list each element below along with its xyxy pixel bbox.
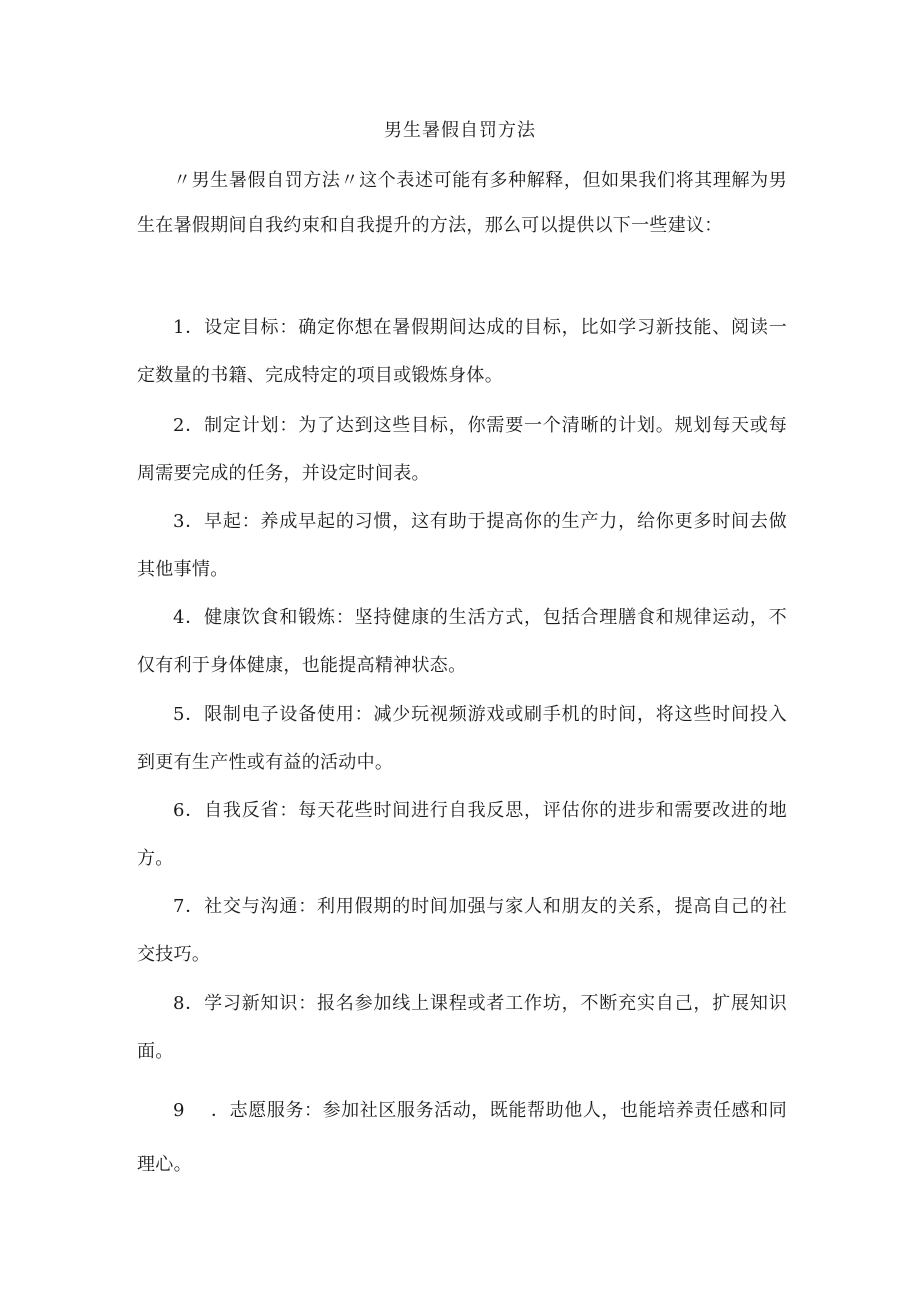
item-number: 1． (173, 317, 205, 338)
item-number: 7． (173, 896, 205, 917)
item-text: 学习新知识：报名参加线上课程或者工作坊，不断充实自己，扩展知识面。 (137, 993, 787, 1062)
intro-paragraph: 〃男生暑假自罚方法〃这个表述可能有多种解释，但如果我们将其理解为男生在暑假期间自我约束和自我提升的方法，那么可以提供以下一些建议： (137, 170, 787, 236)
item-number: 3． (173, 511, 205, 532)
list-item (137, 980, 787, 1076)
list-item (137, 498, 787, 594)
list-item (137, 402, 787, 498)
item-text: 制定计划：为了达到这些目标，你需要一个清晰的计划。规划每天或每周需要完成的任务，并设定时间表。 (137, 415, 787, 484)
item-text: 健康饮食和锻炼：坚持健康的生活方式，包括合理膳食和规律运动，不仅有利于身体健康，也能提高精神状态。 (137, 607, 787, 676)
item-number: 8． (173, 993, 205, 1014)
document-title: 男生暑假自罚方法 (384, 120, 536, 141)
item-number: 5． (173, 704, 205, 725)
list-item (137, 304, 787, 400)
item-text: 社交与沟通：利用假期的时间加强与家人和朋友的关系，提高自己的社交技巧。 (137, 896, 787, 965)
item-number: 9 (173, 1100, 185, 1121)
item-number: 6． (173, 800, 205, 821)
item-text: 设定目标：确定你想在暑假期间达成的目标，比如学习新技能、阅读一定数量的书籍、完成特定的项目或锻炼身体。 (137, 317, 787, 386)
item-text: 早起：养成早起的习惯，这有助于提高你的生产力，给你更多时间去做其他事情。 (137, 511, 787, 580)
list-item (137, 594, 787, 690)
item-text: 限制电子设备使用：减少玩视频游戏或刷手机的时间，将这些时间投入到更有生产性或有益的活动中。 (137, 704, 787, 773)
item-number: 4． (173, 607, 205, 628)
item-text: 自我反省：每天花些时间进行自我反思，评估你的进步和需要改进的地方。 (137, 800, 787, 869)
list-item (137, 691, 787, 787)
list-item (137, 1084, 787, 1192)
list-item (137, 883, 787, 979)
list-item (137, 787, 787, 883)
item-text: ．志愿服务：参加社区服务活动，既能帮助他人，也能培养责任感和同理心。 (137, 1100, 787, 1175)
item-number: 2． (173, 415, 205, 436)
